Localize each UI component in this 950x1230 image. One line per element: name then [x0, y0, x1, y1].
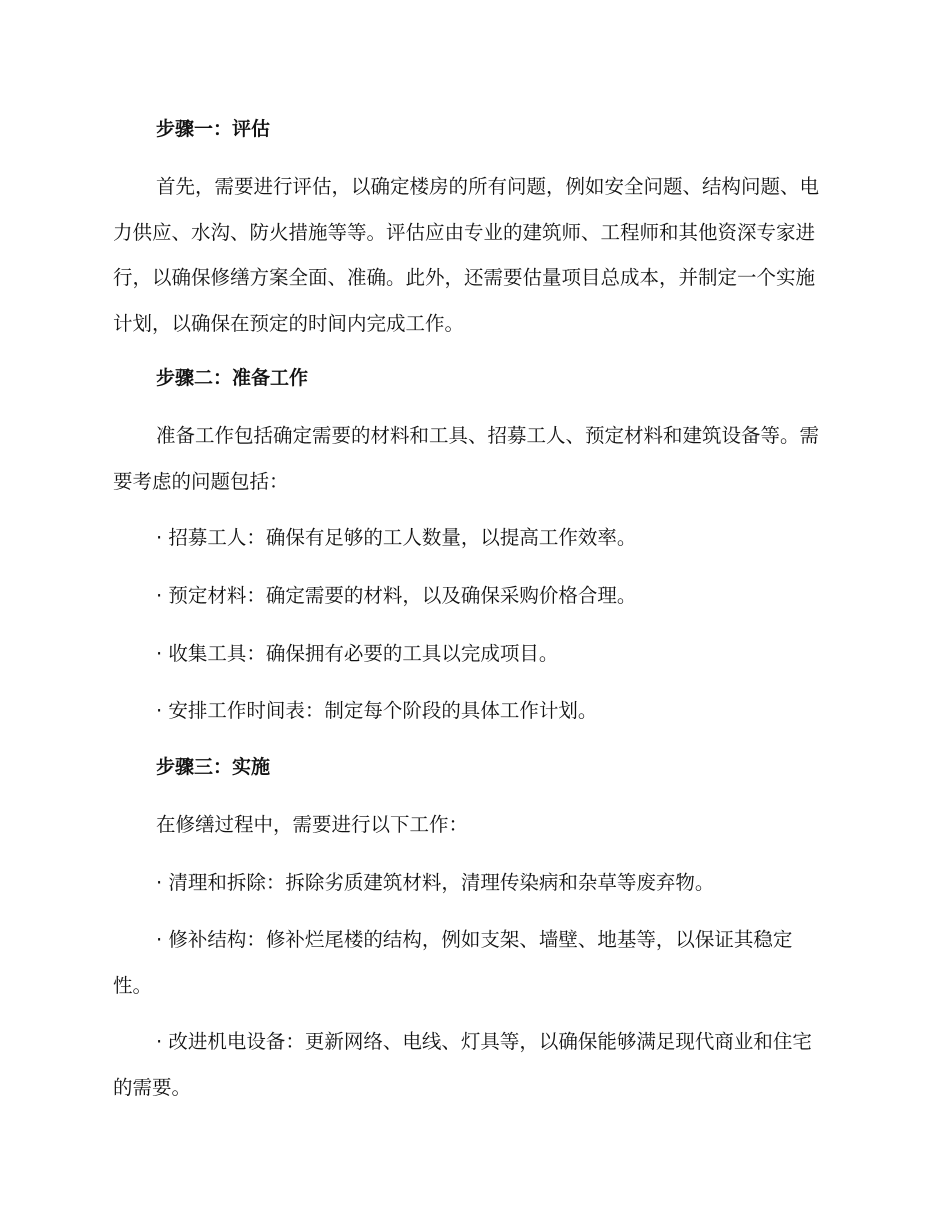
section-heading-1: 步骤一：评估 — [156, 118, 271, 140]
section-2-bullet-4: · 安排工作时间表：制定每个阶段的具体工作计划。 — [156, 699, 598, 722]
section-3-paragraph-1: 在修缮过程中，需要进行以下工作： — [156, 813, 469, 836]
section-2-paragraph-1: 准备工作包括确定需要的材料和工具、招募工人、预定材料和建筑设备等。需要考虑的问题包括： — [113, 424, 820, 493]
section-heading-3: 步骤三：实施 — [156, 756, 271, 778]
section-2-bullet-2: · 预定材料：确定需要的材料，以及确保采购价格合理。 — [156, 584, 637, 607]
section-1-paragraph-1: 首先，需要进行评估，以确定楼房的所有问题，例如安全问题、结构问题、电力供应、水沟、防火措施等等。评估应由专业的建筑师、工程师和其他资深专家进行，以确保修缮方案全面、准确。此外，还需要估量项目总成本，并制定一个实施计划，以确保在预定的时间内完成工作。 — [113, 175, 820, 335]
section-2-bullet-3: · 收集工具：确保拥有必要的工具以完成项目。 — [156, 642, 559, 665]
section-3-bullet-3: · 改进机电设备：更新网络、电线、灯具等，以确保能够满足现代商业和住宅的需要。 — [113, 1030, 812, 1099]
section-3-bullet-2: · 修补结构：修补烂尾楼的结构，例如支架、墙壁、地基等，以保证其稳定性。 — [113, 928, 793, 997]
section-3-bullet-1: · 清理和拆除：拆除劣质建筑材料，清理传染病和杂草等废弃物。 — [156, 871, 715, 894]
section-heading-2: 步骤二：准备工作 — [156, 367, 309, 389]
section-2-bullet-1: · 招募工人：确保有足够的工人数量，以提高工作效率。 — [156, 526, 637, 549]
